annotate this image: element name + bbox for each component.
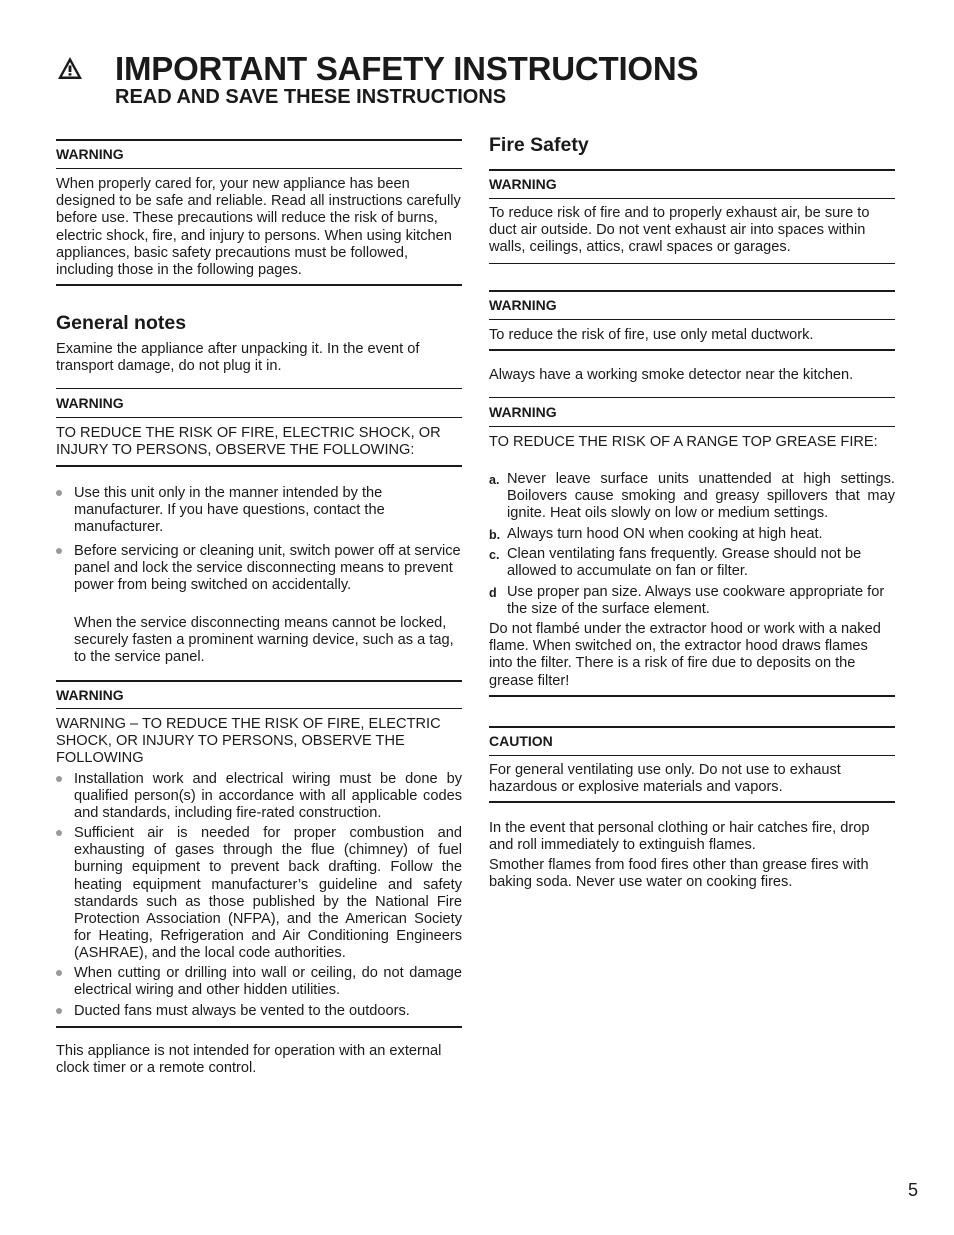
list-item-text: When cutting or drilling into wall or ceiling, do not damage electrical wiring and other hidden utilities. <box>74 965 462 999</box>
list-item <box>56 543 462 595</box>
list-item-continuation <box>56 615 462 667</box>
divider <box>489 319 895 320</box>
bullet-icon <box>56 1008 62 1014</box>
list-item-text: Always turn hood ON when cooking at high heat. <box>507 526 823 542</box>
list-item-text: Use proper pan size. Always use cookware appropriate for the size of the surface element. <box>507 584 885 618</box>
warning-text: When properly cared for, your new appliance has been designed to be safe and reliable. Read all instructions carefully before use. These precautions will reduce the risk of burns, electric shock, fire, and injury to persons. When using kitchen appliances, basic safety precautions must be followed, including those in the following pages. <box>56 176 461 279</box>
divider <box>489 426 895 427</box>
list-item-text: Ducted fans must always be vented to the outdoors. <box>74 1003 410 1019</box>
closing-text: Smother flames from food fires other than grease fires with baking soda. Never use water on cooking fires. <box>489 857 869 891</box>
divider <box>489 726 895 728</box>
warning-note: Do not flambé under the extractor hood or work with a naked flame. When switched on, the extractor hood draws flames into the filter. There is a risk of fire due to deposits on the grease filter! <box>489 621 881 689</box>
caution-label: CAUTION <box>489 733 553 749</box>
list-item-text: Before servicing or cleaning unit, switch power off at service panel and lock the service disconnecting means to prevent power from being switched on accidentally. <box>74 543 461 594</box>
divider <box>56 168 462 169</box>
warning-text: TO REDUCE THE RISK OF FIRE, ELECTRIC SHOCK, OR INJURY TO PERSONS, OBSERVE THE FOLLOWING: <box>56 425 441 459</box>
page-subtitle: READ AND SAVE THESE INSTRUCTIONS <box>115 86 507 108</box>
caution-text: For general ventilating use only. Do not use to exhaust hazardous or explosive materials and vapors. <box>489 762 841 796</box>
warning-text: TO REDUCE THE RISK OF A RANGE TOP GREASE FIRE: <box>489 434 878 450</box>
list-item-text: Use this unit only in the manner intended by the manufacturer. If you have questions, contact the manufacturer. <box>74 485 385 536</box>
bullet-icon <box>56 490 62 496</box>
warning-text: To reduce the risk of fire, use only metal ductwork. <box>489 327 814 343</box>
warning-label: WARNING <box>489 404 557 420</box>
divider <box>56 284 462 286</box>
list-item <box>56 965 462 999</box>
divider <box>56 680 462 682</box>
list-item <box>489 526 895 543</box>
list-marker: a. <box>489 473 500 487</box>
list-item <box>56 771 462 823</box>
page-title: IMPORTANT SAFETY INSTRUCTIONS <box>115 50 699 87</box>
warning-label: WARNING <box>489 297 557 313</box>
bullet-icon <box>56 776 62 782</box>
list-item-text: Sufficient air is needed for proper combustion and exhausting of gases through the flue (chimney) of fuel burning equipment to prevent back drafting. Follow the heating equipment manufacturer’s guideline and safety standards such as those published by the National Fire Protection Association (NFPA), and the American Society for Heating, Refrigeration and Air Conditioning Engineers (ASHRAE), and the local code authorities. <box>74 825 462 962</box>
divider <box>489 169 895 171</box>
divider <box>489 397 895 398</box>
divider <box>56 388 462 389</box>
divider <box>56 417 462 418</box>
divider <box>56 139 462 141</box>
list-item-text: Never leave surface units unattended at high settings. Boilovers cause smoking and greasy spillovers that may ignite. Heat oils slowly on low or medium settings. <box>507 471 895 522</box>
divider <box>56 465 462 467</box>
list-item <box>56 825 462 963</box>
warning-text: To reduce risk of fire and to properly exhaust air, be sure to duct air outside. Do not vent exhaust air into spaces within walls, ceilings, attics, crawl spaces or garages. <box>489 205 870 256</box>
bullet-icon <box>56 548 62 554</box>
divider <box>56 708 462 709</box>
list-item-text: Installation work and electrical wiring must be done by qualified person(s) in accordance with all applicable codes and standards, including fire-rated construction. <box>74 771 462 822</box>
divider <box>489 801 895 803</box>
list-item <box>489 471 895 523</box>
page-number: 5 <box>908 1180 919 1200</box>
warning-label: WARNING <box>56 395 124 411</box>
closing-text: In the event that personal clothing or hair catches fire, drop and roll immediately to extinguish flames. <box>489 820 870 854</box>
closing-text: This appliance is not intended for operation with an external clock timer or a remote control. <box>56 1043 442 1077</box>
list-marker: d <box>489 586 497 600</box>
list-item-text: Clean ventilating fans frequently. Grease should not be allowed to accumulate on fan or filter. <box>507 546 862 580</box>
bullet-icon <box>56 830 62 836</box>
divider <box>56 1026 462 1028</box>
section-heading-general-notes: General notes <box>56 312 187 334</box>
list-item-text: When the service disconnecting means cannot be locked, securely fasten a prominent warning device, such as a tag, to the service panel. <box>74 615 454 666</box>
divider <box>489 695 895 697</box>
list-item <box>489 546 895 580</box>
list-item <box>56 1003 462 1020</box>
section-heading-fire-safety: Fire Safety <box>489 134 589 156</box>
warning-label: WARNING <box>489 176 557 192</box>
list-item <box>489 584 895 618</box>
divider <box>489 198 895 199</box>
list-marker: c. <box>489 548 500 562</box>
list-item <box>56 485 462 537</box>
bullet-icon <box>56 970 62 976</box>
divider <box>489 755 895 756</box>
divider <box>489 290 895 292</box>
warning-label: WARNING <box>56 687 124 703</box>
warning-label: WARNING <box>56 146 124 162</box>
warning-triangle-icon <box>57 56 83 80</box>
list-marker: b. <box>489 528 501 542</box>
divider <box>489 263 895 264</box>
divider <box>489 349 895 351</box>
general-notes-text: Examine the appliance after unpacking it. In the event of transport damage, do not plug it in. <box>56 341 420 375</box>
smoke-detector-text: Always have a working smoke detector near the kitchen. <box>489 367 854 383</box>
warning-text: WARNING – TO REDUCE THE RISK OF FIRE, ELECTRIC SHOCK, OR INJURY TO PERSONS, OBSERVE THE FOLLOWING <box>56 716 441 767</box>
